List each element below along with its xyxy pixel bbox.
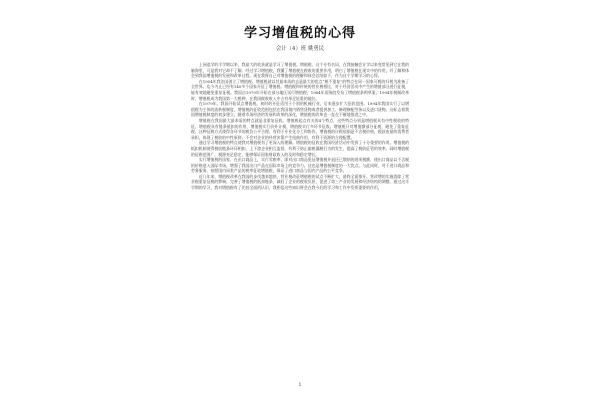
paragraph: 在1954年我法国创立了增值税。增值税就以其最本质的去是最大的优点“税不重复”的特点在同一国家可税的归税为准备了全世界。迄今为止已经有140多个国家开征了增值税。增值税和传统的营业税相比，对于经济活动中产生的增值部分进行征税，能有效地避免重复征税。我国自1979年开始在部分地区试行增值税，1984年国务院发布了增值税条例草案，1994年税制改革时，增值税成为我国第一大税种，在我国税收收入中占有举足轻重的地位。 bbox=[191, 78, 409, 101]
paragraph: 在1979年，我国开始试点增值税。初时的开征适用于个别的机械行业，后来逐步扩大征收范围。1994年我国实行了以增值税为主体的流转税制度，增值税的征收范围包括在我国境内销售货物或者提供加工、修理修配劳务以及进口货物。这标志着我国增值税制度的初步建立。随着市场经济的发展和改革的深化，增值税的改革也一直在不断地推进之中。 bbox=[191, 101, 409, 118]
document-body bbox=[191, 62, 409, 191]
paragraph: 通过学习增值税的特点使我对增值税有了更深入的理解。增值税的征收在我国经济活动中发挥了十分重要的作用。增值税的抵扣机制使得税收链条环环相扣，上下游企业相互监督，有利于防止偷税漏税行为的发生，提高了税收征管的效率。同时增值税的征税范围广，税源充足稳定，能够保证国家财政收入的及时和稳定增长。 bbox=[191, 140, 409, 157]
paragraph: 增值税在我国最大最本质的特点就是非重复征收。增值税起点有关的4个特点，这些特点分别是增值税具有中性税收的特征、增值税具有链条抵扣的作用、增值税实行价外计税、增值税实行多环节征收。增值税只对增值额部分征税，避免了重复征税，这种征税方式使得各环节的税负公平合理，有利于专业化分工和协作。增值税的计税依据是不含税价格，税款由最终消费者承担，体现了税收的中性原则，不会对企业的经营决策产生扭曲作用，有利于资源的合理配置。 bbox=[191, 117, 409, 140]
page-number: 1 bbox=[298, 382, 302, 388]
document-byline: 会计（4）班 姚勇民 bbox=[275, 46, 325, 52]
document-title: 学习增值税的心得 bbox=[243, 26, 356, 41]
paragraph: 上网追学的半学期以来，我最大的收获就是学习了增值税。增值税，这个专有名词，在我接触会计学以来变常见到它在我的脑海里，可是我对它却不了解。经过学习增值税，我懂了增值税在税收的重要作用，明白了增值税在现实中的作用，并了解和体会到我国增值税的发展和改革过程。现在我将自己对增值税的理解和体会总结如下，作为这个学期学习的心得。 bbox=[191, 62, 409, 79]
paragraph: 近几年来，增值税改革在我国的步伐越来越快，营业税改征增值税的试点不断扩大，最终全面推开。营改增的实施消除了营业税重复征税的弊端，完善了增值税的抵扣链条，减轻了企业的税收负担，促进了第三产业的发展和经济结构的调整。通过这半学期的学习，我对增值税有了比较全面的认识，我相信这些知识将会在我今后的学习和工作中发挥重要的作用。 bbox=[191, 173, 409, 191]
paragraph: 实行增值税的国家，在出口商品上，实行零税率，即对出口商品免征增值税并退还已缴纳的进项税额，使出口商品以不含税的价格进入国际市场，增强了我国出口产品在国际市场上的竞争力。这也是增值税制度的一大优点。与此同时，对于进口商品和劳务服务，按照国内同类产品的税率征收增值税，保证了进口商品与国内产品的公平竞争。 bbox=[191, 157, 409, 174]
